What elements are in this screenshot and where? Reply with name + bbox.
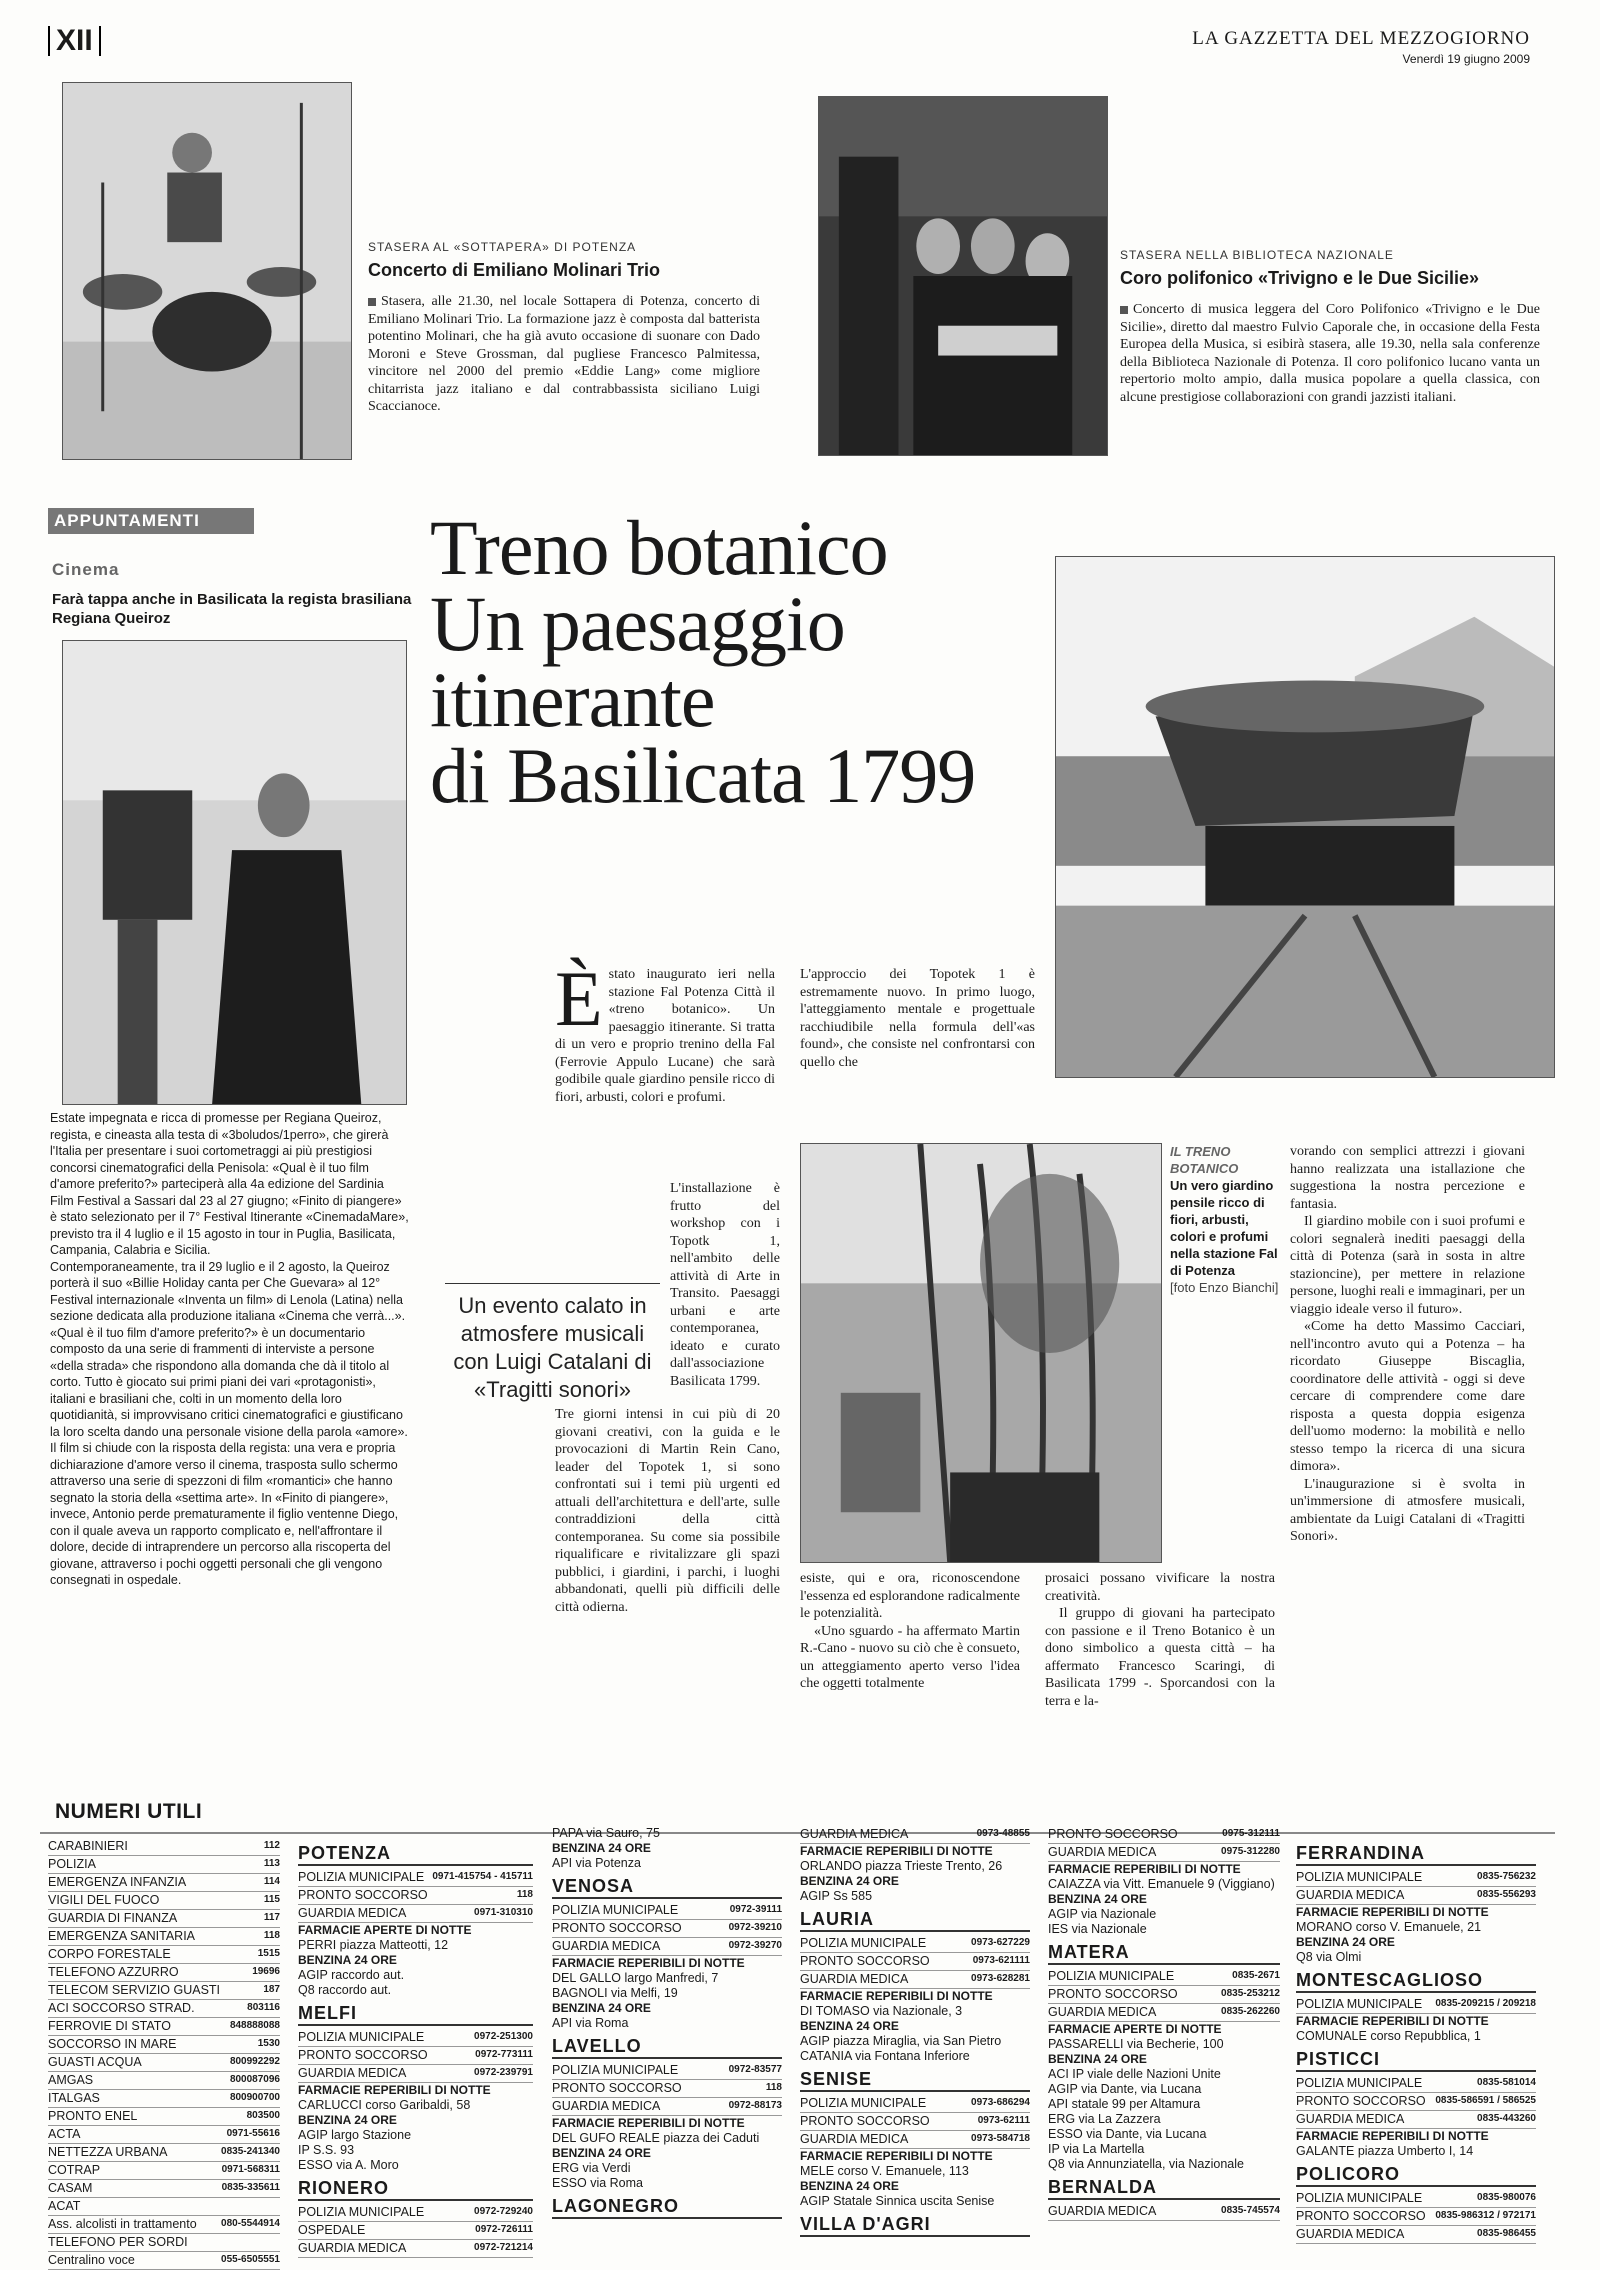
- list-item: COTRAP 0971-568311: [48, 2162, 280, 2180]
- concert-photo: [62, 82, 352, 460]
- main-paragraph: L'approccio dei Topotek 1 è estremamente nuovo. In primo luogo, l'atteggiamento mentale e progettuale racchiudibile nella formula dell'«as found», che consiste nel confrontarsi con quello che: [800, 967, 1035, 1070]
- town-heading: RIONERO: [298, 2177, 533, 2201]
- list-item: GUARDIA MEDICA 0835-262260: [1048, 2004, 1280, 2022]
- subsection-title: BENZINA 24 ORE: [552, 2146, 651, 2160]
- list-item: IP via La Martella: [1048, 2142, 1145, 2156]
- list-item: SOCCORSO IN MARE 1530: [48, 2036, 280, 2054]
- main-paragraph: «Come ha detto Massimo Cacciari, nell'incontro avuto qui a Potenza – ha ricordato Giuseppe Biscaglia, coordinatore delle attività - oggi si deve cercare di comprendere come dare risposta a questa doppia esigenza dell'uomo moderno: la mobilità e nello stesso tempo la ricerca di una sicura dimora».: [1290, 1319, 1525, 1474]
- subsection-title: FARMACIE REPERIBILI DI NOTTE: [800, 1844, 993, 1858]
- list-item: PRONTO SOCCORSO 0973-62111: [800, 2113, 1030, 2131]
- concert-headline: Concerto di Emiliano Molinari Trio: [368, 260, 661, 280]
- list-item: CARABINIERI 112: [48, 1838, 280, 1856]
- subsection-title: FARMACIE REPERIBILI DI NOTTE: [800, 1989, 993, 2003]
- list-item: GUARDIA MEDICA 0835-986455: [1296, 2226, 1536, 2244]
- cinema-paragraph: Contemporaneamente, tra il 29 luglio e il 2 agosto, la Queiroz porterà il suo «Billie Holiday canta per Che Guevara» al 12° Festival internazionale «Inventa un film» di Lenola (Latina) nella sezione dedicata alla produzione italiana «Cinema che verrà...».: [50, 1259, 406, 1323]
- list-item: GUARDIA MEDICA 0975-312280: [1048, 1844, 1280, 1862]
- town-heading: POLICORO: [1296, 2163, 1536, 2187]
- town-heading: MELFI: [298, 2002, 533, 2026]
- list-item: AMGAS 800087096: [48, 2072, 280, 2090]
- main-paragraph: L'inaugurazione si è svolta in un'immersione di atmosfere musicali, ambientate da Luigi Catalani di «Tragitti Sonori».: [1290, 1476, 1525, 1544]
- list-item: ACI IP viale delle Nazioni Unite: [1048, 2067, 1221, 2081]
- cinema-article: [50, 1110, 410, 1589]
- photo-credit: [foto Enzo Bianchi]: [1170, 1280, 1279, 1295]
- list-item: PRONTO SOCCORSO 0975-312111: [1048, 1826, 1280, 1844]
- list-item: COMUNALE corso Repubblica, 1: [1296, 2029, 1481, 2043]
- list-item: ITALGAS 800900700: [48, 2090, 280, 2108]
- list-item: GUARDIA MEDICA 0972-239791: [298, 2065, 533, 2083]
- list-item: Centralino voce 055-6505551: [48, 2252, 280, 2270]
- list-item: CARLUCCI corso Garibaldi, 58: [298, 2098, 471, 2112]
- list-item: POLIZIA MUNICIPALE 0971-415754 - 415711: [298, 1869, 533, 1887]
- town-heading: LAGONEGRO: [552, 2195, 782, 2219]
- list-item: DI TOMASO via Nazionale, 3: [800, 2004, 963, 2018]
- subsection-title: FARMACIE APERTE DI NOTTE: [298, 1923, 472, 1937]
- list-item: POLIZIA MUNICIPALE 0835-2671: [1048, 1968, 1280, 1986]
- list-item: AGIP largo Stazione: [298, 2128, 412, 2142]
- main-lead: stato inaugurato ieri nella stazione Fal Potenza Città il «treno botanico». Un paesaggio itinerante. Si tratta di un vero e proprio trenino della Fal (Ferrovie Appulo Lucane) che sarà godibile quale giardino pensile ricco di fiori, arbusti, colori e profumi.: [555, 967, 775, 1105]
- list-item: ESSO via A. Moro: [298, 2158, 399, 2172]
- list-item: ACTA 0971-55616: [48, 2126, 280, 2144]
- list-item: BAGNOLI via Melfi, 19: [552, 1986, 678, 2000]
- list-item: ORLANDO piazza Trieste Trento, 26: [800, 1859, 1003, 1873]
- divider: [40, 1832, 1555, 1834]
- main-col-1-narrow: [670, 1180, 780, 1390]
- list-item: PRONTO SOCCORSO 0973-621111: [800, 1953, 1030, 1971]
- subsection-title: BENZINA 24 ORE: [298, 1953, 397, 1967]
- list-item: POLIZIA MUNICIPALE 0835-581014: [1296, 2075, 1536, 2093]
- list-item: Q8 via Annunziatella, via Nazionale: [1048, 2157, 1244, 2171]
- town-heading: VILLA D'AGRI: [800, 2213, 1030, 2237]
- dropcap: È: [555, 955, 603, 1042]
- list-item: PRONTO SOCCORSO 0972-39210: [552, 1920, 782, 1938]
- list-item: DEL GALLO largo Manfredi, 7: [552, 1971, 719, 1985]
- cinema-paragraph: Estate impegnata e ricca di promesse per Regiana Queiroz, regista, e cineasta alla testa di «3boludos/1perro», che girerà l'Italia per presentare i suoi cortometraggi ai più prestigiosi concorsi cinematografici della Penisola: «Qual è il tuo film d'amore preferito?» parteciperà alla 4a edizione del Sardinia Film Festival a Sassari dal 23 al 27 giugno; «Finito di piangere» è stato selezionato per il 7° Festival Itinerante «CinemadaMare», previsto tra il 4 luglio e il 15 agosto in tour in Puglia, Basilicata, Campania, Calabria e Sicilia.: [50, 1111, 409, 1257]
- list-item: GUASTI ACQUA 800992292: [48, 2054, 280, 2072]
- list-item: API statale 99 per Altamura: [1048, 2097, 1201, 2111]
- list-item: PRONTO SOCCORSO 0835-586591 / 586525: [1296, 2093, 1536, 2111]
- caption-label: IL TRENO BOTANICO: [1170, 1144, 1239, 1176]
- caption-text: Un vero giardino pensile ricco di fiori, arbusti, colori e profumi nella stazione Fal di Potenza: [1170, 1178, 1278, 1278]
- cinema-paragraph: Il film si chiude con la risposta della regista: una vera e propria dichiarazione d'amore verso il cinema, trasposta sullo schermo attraverso una serie di spezzoni di film «romantici» che hanno segnato la storia della «settima arte». In «Finito di piangere», invece, Antonio perde prematuramente il figlio ventenne Diego, con il quale aveva un rapporto complicato e, nell'affrontare il dolore, decide di intraprendere un percorso alla riscoperta del giovane, attraverso i pochi oggetti personali che gli vengono consegnati in ospedale.: [50, 1441, 399, 1587]
- list-item: CASAM 0835-335611: [48, 2180, 280, 2198]
- list-item: MORANO corso V. Emanuele, 21: [1296, 1920, 1482, 1934]
- matera-column: [1048, 1826, 1280, 2221]
- main-paragraph: «Uno sguardo - ha affermato Martin R.-Cano - nuovo su ciò che è consueto, un atteggiamento aperto verso l'idea che oggetti totalmente: [800, 1623, 1020, 1691]
- list-item: CAIAZZA via Vitt. Emanuele 9 (Viggiano): [1048, 1877, 1275, 1891]
- list-item: POLIZIA MUNICIPALE 0973-627229: [800, 1935, 1030, 1953]
- subsection-title: BENZINA 24 ORE: [1296, 1935, 1395, 1949]
- main-paragraph: Il gruppo di giovani ha partecipato con passione e il Treno Botanico è un dono simbolico a questa città – ha affermato Francesco Scaringi, di Basilicata 1799 -. Sporcandosi con la terra e la-: [1045, 1606, 1275, 1709]
- list-item: PRONTO SOCCORSO 118: [298, 1887, 533, 1905]
- subsection-title: BENZINA 24 ORE: [1048, 2052, 1147, 2066]
- list-item: POLIZIA MUNICIPALE 0835-209215 / 209218: [1296, 1996, 1536, 2014]
- list-item: AGIP via Dante, via Lucana: [1048, 2082, 1202, 2096]
- list-item: GUARDIA MEDICA 0835-556293: [1296, 1887, 1536, 1905]
- list-item: AGIP via Nazionale: [1048, 1907, 1157, 1921]
- train-photo: [1055, 556, 1555, 1078]
- main-paragraph: vorando con semplici attrezzi i giovani hanno realizzata una istallazione che suggestiona la nostra percezione e fantasia.: [1290, 1144, 1525, 1212]
- list-item: GUARDIA MEDICA 0973-48855: [800, 1826, 1030, 1844]
- subsection-title: FARMACIE REPERIBILI DI NOTTE: [1296, 1905, 1489, 1919]
- cinema-label: Cinema: [52, 560, 120, 579]
- list-item: FERROVIE DI STATO 848888088: [48, 2018, 280, 2036]
- list-item: ACI SOCCORSO STRAD. 803116: [48, 2000, 280, 2018]
- subsection-title: FARMACIE REPERIBILI DI NOTTE: [800, 2149, 993, 2163]
- list-item: GALANTE piazza Umberto I, 14: [1296, 2144, 1474, 2158]
- list-item: GUARDIA DI FINANZA 117: [48, 1910, 280, 1928]
- list-item: IP S.S. 93: [298, 2143, 355, 2157]
- list-item: VIGILI DEL FUOCO 115: [48, 1892, 280, 1910]
- page-number: XII: [48, 26, 101, 56]
- subsection-title: BENZINA 24 ORE: [800, 1874, 899, 1888]
- list-item: PASSARELLI via Becherie, 100: [1048, 2037, 1224, 2051]
- garden-photo: [800, 1143, 1162, 1563]
- potenza-column: [298, 1838, 533, 2258]
- concert-body: Stasera, alle 21.30, nel locale Sottapera di Potenza, concerto di Emiliano Molinari Trio. La formazione jazz è composta dal batterista potentino Molinari, che ha già avuto occasione di suonare con Dado Moroni e Steve Grossman, dal pugliese Francesco Palmitessa, vincitore nel 2000 del premio «Eddie Lang» come migliore chitarrista jazz italiano e dal contrabbassista siciliano Luigi Scaccianoce.: [368, 294, 760, 414]
- list-item: AGIP piazza Miraglia, via San Pietro: [800, 2034, 1002, 2048]
- list-item: PERRI piazza Matteotti, 12: [298, 1938, 449, 1952]
- town-heading: MATERA: [1048, 1941, 1280, 1965]
- list-item: Ass. alcolisti in trattamento 080-5544914: [48, 2216, 280, 2234]
- list-item: Q8 raccordo aut.: [298, 1983, 392, 1997]
- main-headline: [430, 504, 1080, 819]
- main-col-1: [555, 955, 775, 1106]
- list-item: POLIZIA MUNICIPALE 0972-39111: [552, 1902, 782, 1920]
- choir-kicker: STASERA NELLA BIBLIOTECA NAZIONALE: [1120, 248, 1394, 262]
- director-photo: [62, 640, 407, 1105]
- subsection-title: FARMACIE APERTE DI NOTTE: [1048, 2022, 1222, 2036]
- list-item: EMERGENZA INFANZIA 114: [48, 1874, 280, 1892]
- list-item: GUARDIA MEDICA 0972-39270: [552, 1938, 782, 1956]
- list-item: AGIP raccordo aut.: [298, 1968, 405, 1982]
- list-item: ERG via Verdi: [552, 2161, 631, 2175]
- section-rubric: APPUNTAMENTI: [48, 508, 254, 534]
- pull-quote-text: Un evento calato in atmosfere musicali con Luigi Catalani di «Tragitti sonori»: [453, 1293, 652, 1402]
- list-item: GUARDIA MEDICA 0835-745574: [1048, 2203, 1280, 2221]
- choir-photo: [818, 96, 1108, 456]
- list-item: PRONTO SOCCORSO 0835-986312 / 972171: [1296, 2208, 1536, 2226]
- numeri-utili-title: NUMERI UTILI: [55, 1800, 203, 1823]
- divider: [445, 1283, 660, 1284]
- subsection-title: BENZINA 24 ORE: [552, 1841, 651, 1855]
- list-item: PAPA via Sauro, 75: [552, 1826, 660, 1840]
- main-paragraph: esiste, qui e ora, riconoscendone l'essenza ed esplorandone radicalmente le potenzialità.: [800, 1571, 1020, 1621]
- concert-kicker: STASERA AL «SOTTAPERA» DI POTENZA: [368, 240, 637, 254]
- town-heading: LAURIA: [800, 1908, 1030, 1932]
- list-item: GUARDIA MEDICA 0972-721214: [298, 2240, 533, 2258]
- list-item: API via Potenza: [552, 1856, 641, 1870]
- list-item: EMERGENZA SANITARIA 118: [48, 1928, 280, 1946]
- list-item: PRONTO SOCCORSO 118: [552, 2080, 782, 2098]
- list-item: TELECOM SERVIZIO GUASTI 187: [48, 1982, 280, 2000]
- main-paragraph: Tre giorni intensi in cui più di 20 giovani creativi, con la guida e le provocazioni di Martin Rein Cano, leader del Topotek 1, si sono confrontati sui i temi più urgenti ed attuali dell'architettura e dell'arte, sulle contraddizioni della città contemporanea. Su come sia possibile riqualificare e rivitalizzare gli spazi pubblici, i giardini, i parchi, i luoghi abbandonati, quelli più difficili delle città odierna.: [555, 1407, 780, 1615]
- list-item: Q8 via Olmi: [1296, 1950, 1362, 1964]
- town-heading: POTENZA: [298, 1842, 533, 1866]
- list-item: POLIZIA MUNICIPALE 0835-980076: [1296, 2190, 1536, 2208]
- town-heading: VENOSA: [552, 1875, 782, 1899]
- list-item: OSPEDALE 0972-726111: [298, 2222, 533, 2240]
- list-item: TELEFONO AZZURRO 19696: [48, 1964, 280, 1982]
- list-item: POLIZIA MUNICIPALE 0835-756232: [1296, 1869, 1536, 1887]
- list-item: GUARDIA MEDICA 0973-628281: [800, 1971, 1030, 1989]
- main-col-3: [1045, 1570, 1275, 1710]
- list-item: GUARDIA MEDICA 0973-584718: [800, 2131, 1030, 2149]
- main-headline-line: Un paesaggio: [430, 580, 845, 667]
- list-item: ESSO via Dante, via Lucana: [1048, 2127, 1207, 2141]
- list-item: TELEFONO PER SORDI: [48, 2234, 280, 2252]
- town-heading: PISTICCI: [1296, 2048, 1536, 2072]
- list-item: ACAT: [48, 2198, 280, 2216]
- town-heading: LAVELLO: [552, 2035, 782, 2059]
- town-heading: FERRANDINA: [1296, 1842, 1536, 1866]
- subsection-title: FARMACIE REPERIBILI DI NOTTE: [1048, 1862, 1241, 1876]
- list-item: PRONTO SOCCORSO 0835-253212: [1048, 1986, 1280, 2004]
- choir-body: Concerto di musica leggera del Coro Polifonico «Trivigno e le Due Sicilie», diretto dal maestro Fulvio Caporale che, in occasione della Festa Europea della Musica, si esibirà stasera, alle 19.30, nella sala conferenze della Biblioteca Nazionale di Potenza. Il coro polifonico lucano vanta un repertorio molto ampio, dalla musica popolare a quella classica, con alcune prestigiose collaborazioni con grandi jazzisti italiani.: [1120, 302, 1540, 405]
- subsection-title: BENZINA 24 ORE: [552, 2001, 651, 2015]
- ferrandina-column: [1296, 1838, 1536, 2244]
- list-item: AGIP Statale Sinnica uscita Senise: [800, 2194, 995, 2208]
- concert-story: [368, 240, 760, 416]
- town-heading: BERNALDA: [1048, 2176, 1280, 2200]
- list-item: CATANIA via Fontana Inferiore: [800, 2049, 970, 2063]
- main-col-4: [1290, 1143, 1525, 1546]
- list-item: IES via Nazionale: [1048, 1922, 1147, 1936]
- list-item: GUARDIA MEDICA 0971-310310: [298, 1905, 533, 1923]
- main-col-2-top: [800, 966, 1035, 1071]
- main-paragraph: Il giardino mobile con i suoi profumi e colori segnalerà inediti paesaggi della città di Potenza (sarà in sosta in altre stazioncine), per mettere in relazione persone, luoghi reali e immaginari, per un viaggio ideale verso il futuro».: [1290, 1214, 1525, 1317]
- choir-headline: Coro polifonico «Trivigno e le Due Sicilie»: [1120, 268, 1480, 288]
- subsection-title: BENZINA 24 ORE: [298, 2113, 397, 2127]
- subsection-title: FARMACIE REPERIBILI DI NOTTE: [1296, 2014, 1489, 2028]
- newspaper-name: LA GAZZETTA DEL MEZZOGIORNO: [1192, 28, 1530, 49]
- bullet-square-icon: [1120, 306, 1128, 314]
- subsection-title: BENZINA 24 ORE: [1048, 1892, 1147, 1906]
- list-item: MELE corso V. Emanuele, 113: [800, 2164, 969, 2178]
- list-item: NETTEZZA URBANA 0835-241340: [48, 2144, 280, 2162]
- town-heading: SENISE: [800, 2068, 1030, 2092]
- list-item: ESSO via Roma: [552, 2176, 644, 2190]
- subsection-title: BENZINA 24 ORE: [800, 2179, 899, 2193]
- main-paragraph: L'installazione è frutto del workshop con i Topotk 1, nell'ambito delle attività di Arte in Transito. Paesaggi urbani e arte contemporanea, ideato e curato dall'associazione Basilicata 1799.: [670, 1181, 780, 1389]
- list-item: PRONTO SOCCORSO 0972-773111: [298, 2047, 533, 2065]
- list-item: CORPO FORESTALE 1515: [48, 1946, 280, 1964]
- main-paragraph: prosaici possano vivificare la nostra creatività.: [1045, 1571, 1275, 1604]
- subsection-title: FARMACIE REPERIBILI DI NOTTE: [298, 2083, 491, 2097]
- choir-story: [1120, 248, 1540, 406]
- cinema-subhead: Farà tappa anche in Basilicata la regista brasiliana Regiana Queiroz: [52, 591, 412, 627]
- main-col-1-bottom: [555, 1406, 780, 1616]
- subsection-title: FARMACIE REPERIBILI DI NOTTE: [1296, 2129, 1489, 2143]
- issue-date: Venerdì 19 giugno 2009: [1402, 52, 1530, 66]
- list-item: GUARDIA MEDICA 0835-443260: [1296, 2111, 1536, 2129]
- lauria-column: [800, 1826, 1030, 2240]
- cinema-paragraph: «Qual è il tuo film d'amore preferito?» è un documentario composto da una serie di frammenti di interviste a persone «della strada» che rispondono alla domanda che dà il titolo al corto. Tutto è giocato sui primi piani dei vari «protagonisti», italiani e brasiliani che, colti in un momento della loro quotidianità, si improvvisano critici cinematografici e giustificano la loro scelta dando una personale visione della parola «amore».: [50, 1325, 408, 1439]
- list-item: POLIZIA 113: [48, 1856, 280, 1874]
- main-headline-line: di Basilicata 1799: [430, 732, 976, 819]
- general-numbers: [48, 1838, 280, 2270]
- venosa-column: [552, 1826, 782, 2222]
- list-item: POLIZIA MUNICIPALE 0972-251300: [298, 2029, 533, 2047]
- main-headline-line: Treno botanico: [430, 504, 888, 591]
- town-heading: MONTESCAGLIOSO: [1296, 1969, 1536, 1993]
- list-item: GUARDIA MEDICA 0972-88173: [552, 2098, 782, 2116]
- main-headline-line: itinerante: [430, 656, 715, 743]
- subsection-title: FARMACIE REPERIBILI DI NOTTE: [552, 2116, 745, 2130]
- list-item: POLIZIA MUNICIPALE 0972-83577: [552, 2062, 782, 2080]
- list-item: AGIP Ss 585: [800, 1889, 873, 1903]
- subsection-title: FARMACIE REPERIBILI DI NOTTE: [552, 1956, 745, 1970]
- bullet-square-icon: [368, 298, 376, 306]
- pull-quote: [445, 1283, 660, 1404]
- list-item: POLIZIA MUNICIPALE 0973-686294: [800, 2095, 1030, 2113]
- list-item: ERG via La Zazzera: [1048, 2112, 1161, 2126]
- main-col-2-bottom: [800, 1570, 1020, 1693]
- list-item: PRONTO ENEL 803500: [48, 2108, 280, 2126]
- list-item: API via Roma: [552, 2016, 629, 2030]
- list-item: DEL GUFO REALE piazza dei Caduti: [552, 2131, 760, 2145]
- train-caption: [1170, 1143, 1280, 1296]
- subsection-title: BENZINA 24 ORE: [800, 2019, 899, 2033]
- list-item: POLIZIA MUNICIPALE 0972-729240: [298, 2204, 533, 2222]
